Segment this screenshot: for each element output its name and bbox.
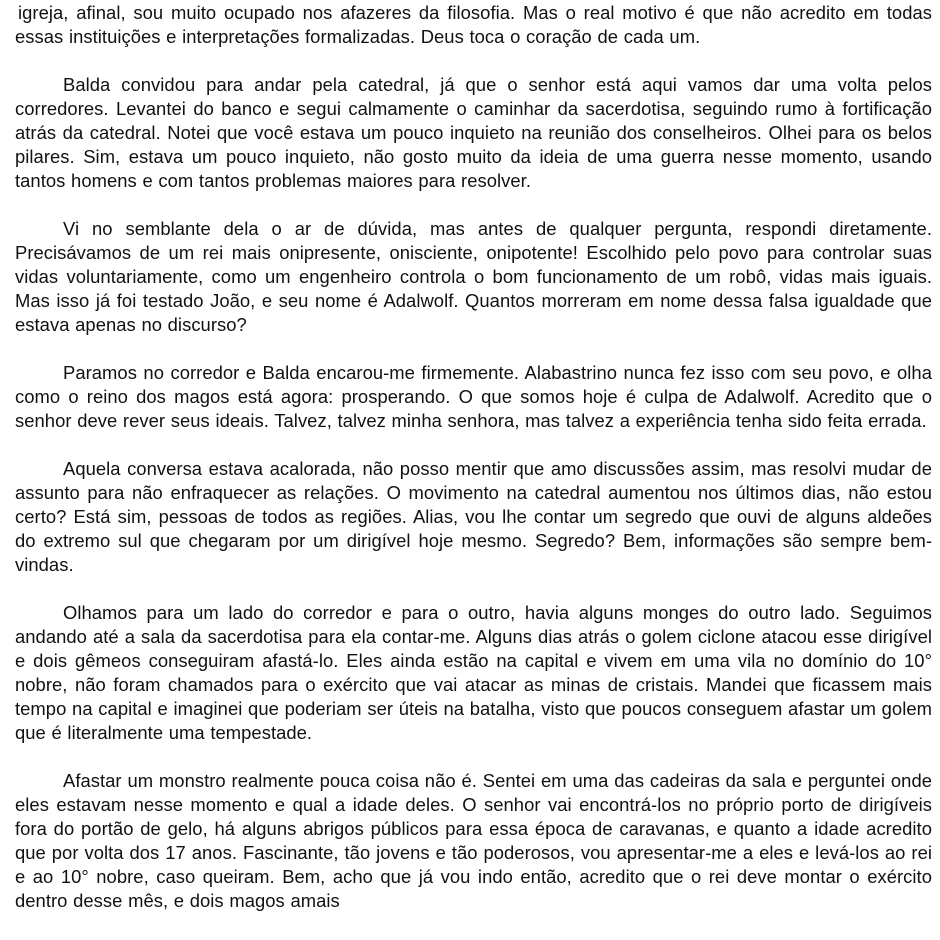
paragraph-5: Aquela conversa estava acalorada, não posso mentir que amo discussões assim, mas resolvi mudar de assunto para não enfraquecer as relações. O movimento na catedral aumentou nos últimos dias, não estou certo? Está sim, pessoas de todos as regiões. Alias, vou lhe contar um segredo que ouvi de alguns aldeões do extremo sul que chegaram por um dirigível hoje mesmo. Segredo? Bem, informações são sempre bem-vindas. xyxy=(15,458,932,575)
paragraph-3: Vi no semblante dela o ar de dúvida, mas antes de qualquer pergunta, respondi diretamente. Precisávamos de um rei mais onipresente, onisciente, onipotente! Escolhido pelo povo para controlar suas vidas voluntariamente, como um engenheiro controla o bom funcionamento de um robô, vidas mais iguais. Mas isso já foi testado João, e seu nome é Adalwolf. Quantos morreram em nome dessa falsa igualdade que estava apenas no discurso? xyxy=(15,218,932,335)
document-body xyxy=(15,1,932,937)
paragraph-4: Paramos no corredor e Balda encarou-me firmemente. Alabastrino nunca fez isso com seu povo, e olha como o reino dos magos está agora: prosperando. O que somos hoje é culpa de Adalwolf. Acredito que o senhor deve rever seus ideais. Talvez, talvez minha senhora, mas talvez a experiência tenha sido feita errada. xyxy=(15,362,932,431)
paragraph-6: Olhamos para um lado do corredor e para o outro, havia alguns monges do outro lado. Seguimos andando até a sala da sacerdotisa para ela contar-me. Alguns dias atrás o golem ciclone atacou esse dirigível e dois gêmeos conseguiram afastá-lo. Eles ainda estão na capital e vivem em uma vila no domínio do 10° nobre, não foram chamados para o exército que vai atacar as minas de cristais. Mandei que ficassem mais tempo na capital e imaginei que poderiam ser úteis na batalha, visto que poucos conseguem afastar um golem que é literalmente uma tempestade. xyxy=(15,602,932,743)
paragraph-2: Balda convidou para andar pela catedral, já que o senhor está aqui vamos dar uma volta pelos corredores. Levantei do banco e segui calmamente o caminhar da sacerdotisa, seguindo rumo à fortificação atrás da catedral. Notei que você estava um pouco inquieto na reunião dos conselheiros. Olhei para os belos pilares. Sim, estava um pouco inquieto, não gosto muito da ideia de uma guerra nesse momento, usando tantos homens e com tantos problemas maiores para resolver. xyxy=(15,74,932,191)
paragraph-1: igreja, afinal, sou muito ocupado nos afazeres da filosofia. Mas o real motivo é que não acredito em todas essas instituições e interpretações formalizadas. Deus toca o coração de cada um. xyxy=(15,2,932,47)
paragraph-7: Afastar um monstro realmente pouca coisa não é. Sentei em uma das cadeiras da sala e perguntei onde eles estavam nesse momento e qual a idade deles. O senhor vai encontrá-los no próprio porto de dirigíveis fora do portão de gelo, há alguns abrigos públicos para essa época de caravanas, e quanto a idade acredito que por volta dos 17 anos. Fascinante, tão jovens e tão poderosos, vou apresentar-me a eles e levá-los ao rei e ao 10° nobre, caso queiram. Bem, acho que já vou indo então, acredito que o rei deve montar o exército dentro desse mês, e dois magos amais xyxy=(15,770,932,911)
